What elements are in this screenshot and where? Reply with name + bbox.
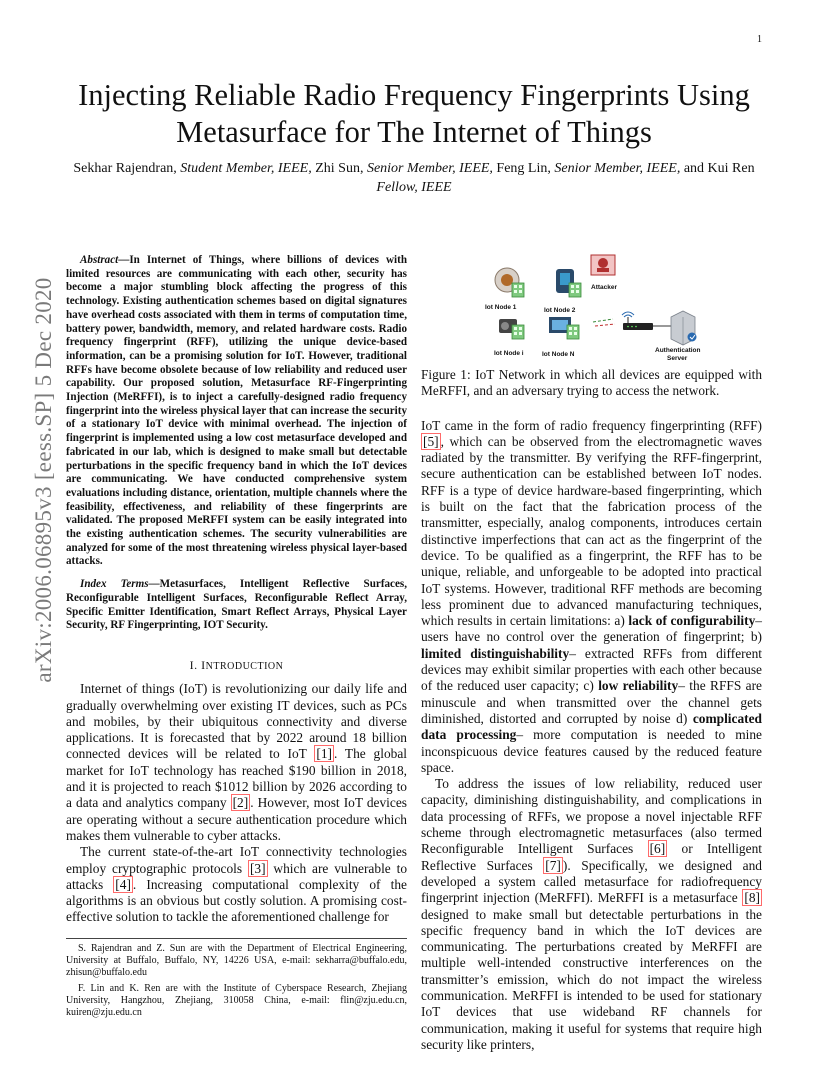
section-heading: I. INTRODUCTION xyxy=(189,657,284,672)
abstract-text: —In Internet of Things, where billions of devices with limited resources are communicating with each other, security has become a major stumbling block affecting the progress of this technology. Existing authentication schemes based on digital signatures have overhead costs associated with them in terms of computation time, battery power, bandwidth, memory, and related hardware costs. Radio frequency fingerprint (RFF), utilizing the unique device-based information, can be a promising solution for IoT. However, traditional RFFs have become obsolete because of low reliability and reduced user capability. Our proposed solution, Metasurface RF-Fingerprinting Injection (MeRFFI), is to inject a carefully-designed radio frequency fingerprint into the wireless physical layer that can increase the security of a stationary IoT device with minimal overhead. The injection of fingerprint is implemented using a low cost metasurface developed and fabricated in our lab, which is designed to make small but detectable perturbations in the specific frequency band in which the IoT devices are communicating. We have conducted comprehensive system evaluations including distance, orientation, multiple channels where the feasibility, effectiveness, and reliability of these fingerprints are validated. The proposed MeRFFI system can be easily integrated into the existing authentication schemes. The security vulnerabilities are analyzed for some of the most threatening wireless physical layer-based attacks. xyxy=(66,254,407,568)
signal-line xyxy=(593,319,613,322)
iot-network-diagram xyxy=(421,253,762,361)
author-role: Senior Member, IEEE, xyxy=(366,161,493,176)
citation-link[interactable]: [5] xyxy=(423,433,439,449)
abstract xyxy=(66,254,407,569)
citation-link[interactable]: [7] xyxy=(545,857,561,873)
node-label: Iot Node i xyxy=(494,350,524,357)
index-terms xyxy=(66,578,407,633)
right-column xyxy=(421,253,762,1053)
intro-paragraph-2: The current state-of-the-art IoT connectivity technologies employ cryptographic protocols [3] which are vulnerable to attacks [4] . Increasing computational complexity of the algorithms is an obvious but costly solution. A promising cost-effective solution to tackle the aforementioned challenge for xyxy=(66,844,408,925)
index-terms-text: —Metasurfaces, Intelligent Reflective Surfaces, Reconfigurable Intelligent Surfaces, Reconfigurable Reflect Array, Specific Emitter Identification, Smart Reflect Arrays, Physical Layer Security, RF Fingerprinting, IOT Security. xyxy=(66,578,407,632)
node-label: Server xyxy=(667,355,688,362)
node-label: Iot Node 2 xyxy=(544,307,576,314)
footnotes xyxy=(66,938,407,1022)
arxiv-id: arXiv:2006.06895v3 [eess.SP] 5 Dec 2020 xyxy=(31,277,56,683)
index-terms-label: Index Terms xyxy=(80,578,149,591)
authentication-server-icon xyxy=(671,311,697,345)
author-list xyxy=(66,159,762,197)
author-name: Feng Lin, xyxy=(492,161,555,176)
footnote: S. Rajendran and Z. Sun are with the Department of Electrical Engineering, University at Buffalo, Buffalo, NY, 14226 USA, e-mail: sekharra@buffalo.edu, zhisun@buffalo.edu xyxy=(66,943,407,978)
citation-link[interactable]: [4] xyxy=(115,876,131,892)
wifi-router-icon xyxy=(622,312,653,330)
iot-node-n-icon xyxy=(549,317,579,339)
iot-node-2-icon xyxy=(556,269,581,297)
citation-link[interactable]: [3] xyxy=(249,860,266,876)
citation-link[interactable]: [8] xyxy=(744,890,760,906)
page-number: 1 xyxy=(757,34,762,45)
signal-line xyxy=(595,324,615,326)
intro-paragraph-1: Internet of things (IoT) is revolutionizing our daily life and gradually overwhelming over existing IT devices, such as PCs and mobiles, by their ubiquitous connectivity and diverse applications. It is forecasted that by 2022 around 18 billion connected devices will be related to IoT [1] . The global market for IoT technology has reached $190 billion in 2018, and it is projected to reach $1012 billion by 2026 according to a data and analytics company [2] . However, most IoT devices are operating without a secure authentication procedure which makes them vulnerable to cyber attacks. xyxy=(66,681,408,843)
citation-link[interactable]: [1] xyxy=(316,746,333,762)
author-name: Sekhar Rajendran, xyxy=(73,161,181,176)
author-role: Senior Member, IEEE, xyxy=(554,161,681,176)
node-label: Iot Node N xyxy=(542,351,575,358)
footnote: F. Lin and K. Ren are with the Institute of Cyberspace Research, Zhejiang University, Hangzhou, Zhejiang, 310058 China, e-mail: flin@zju.edu.cn, kuiren@zju.edu.cn xyxy=(66,982,407,1018)
paper-title: Injecting Reliable Radio Frequency Fingerprints Using Metasurface for The Internet of Things xyxy=(78,78,750,149)
attacker-icon xyxy=(591,255,615,275)
author-name: Zhi Sun, xyxy=(311,161,367,176)
iot-node-i-icon xyxy=(499,319,524,339)
author-role: Fellow, IEEE xyxy=(376,180,452,195)
abstract-label: Abstract xyxy=(80,254,119,266)
figure-1 xyxy=(421,253,762,361)
left-column xyxy=(66,254,407,926)
author-role: Student Member, IEEE, xyxy=(180,161,312,176)
node-label: Iot Node 1 xyxy=(485,304,517,311)
citation-link[interactable]: [2] xyxy=(232,795,249,811)
arxiv-stamp xyxy=(22,277,66,683)
citation-link[interactable]: [6] xyxy=(649,841,666,857)
node-label: Authentication xyxy=(655,347,701,354)
figure-caption: Figure 1: IoT Network in which all devices are equipped with MeRFFI, and an adversary trying to access the network. xyxy=(421,367,762,399)
right-paragraph-2: To address the issues of low reliability, reduced user capacity, diminishing distinguishability, and complications in data processing of RFFs, we propose a novel injectable RFF scheme through electromagnetic metasurfaces (also termed Reconfigurable Intelligent Surfaces [6] or Intelligent Reflective Surfaces [7] ). Specifically, we designed and developed a system called metasurface for radiofrequency fingerprint injection (MeRFFI). MeRFFI is a metasurface [8] designed to make small but detectable perturbations in the specific frequency band in which the IoT devices are communicating. The perturbations created by MeRFFI are multiple well-intended constructive interferences on the transmitter’s emission, which do not impact the wireless communication. MeRFFI is intended to be used for stationary IoT devices that use wideband RF channels for communication, making it useful for systems that require high security like printers, xyxy=(421,776,762,1052)
right-paragraph-1: IoT came in the form of radio frequency fingerprinting (RFF) [5] , which can be observed from the electromagnetic waves radiated by the transmitter. By verifying the RFF-fingerprint, secure authentication can be established between IoT nodes. RFF is a type of device hardware-based fingerprinting, which is built on the fact that the fabrication process of the transmitter, especially, analog components, introduces certain distinctive imperfections that can act as the fingerprint of the device. To be qualified as a fingerprint, the RFF has to be unique, reliable, and unforgeable to be adopted into practical IoT systems. However, traditional RFF methods are becoming less prominent due to advanced manufacturing techniques, which results in certain limitations: a) lack of configurability– users have no control over the generation of fingerprint; b) limited distinguishability– extracted RFFs from different devices may exhibit similar properties with each other because of the reduced user capacity; c) low reliability– the RFFS are minuscule and when transmitted over the channel gets diminished, distorted and corrupted by noise d) complicated data processing– more computation is needed to mine inconspicuous device features caused by the reduced feature space. xyxy=(421,417,763,775)
author-name: and Kui Ren xyxy=(680,161,755,176)
iot-node-1-icon xyxy=(495,268,524,297)
node-label: Attacker xyxy=(591,284,618,291)
